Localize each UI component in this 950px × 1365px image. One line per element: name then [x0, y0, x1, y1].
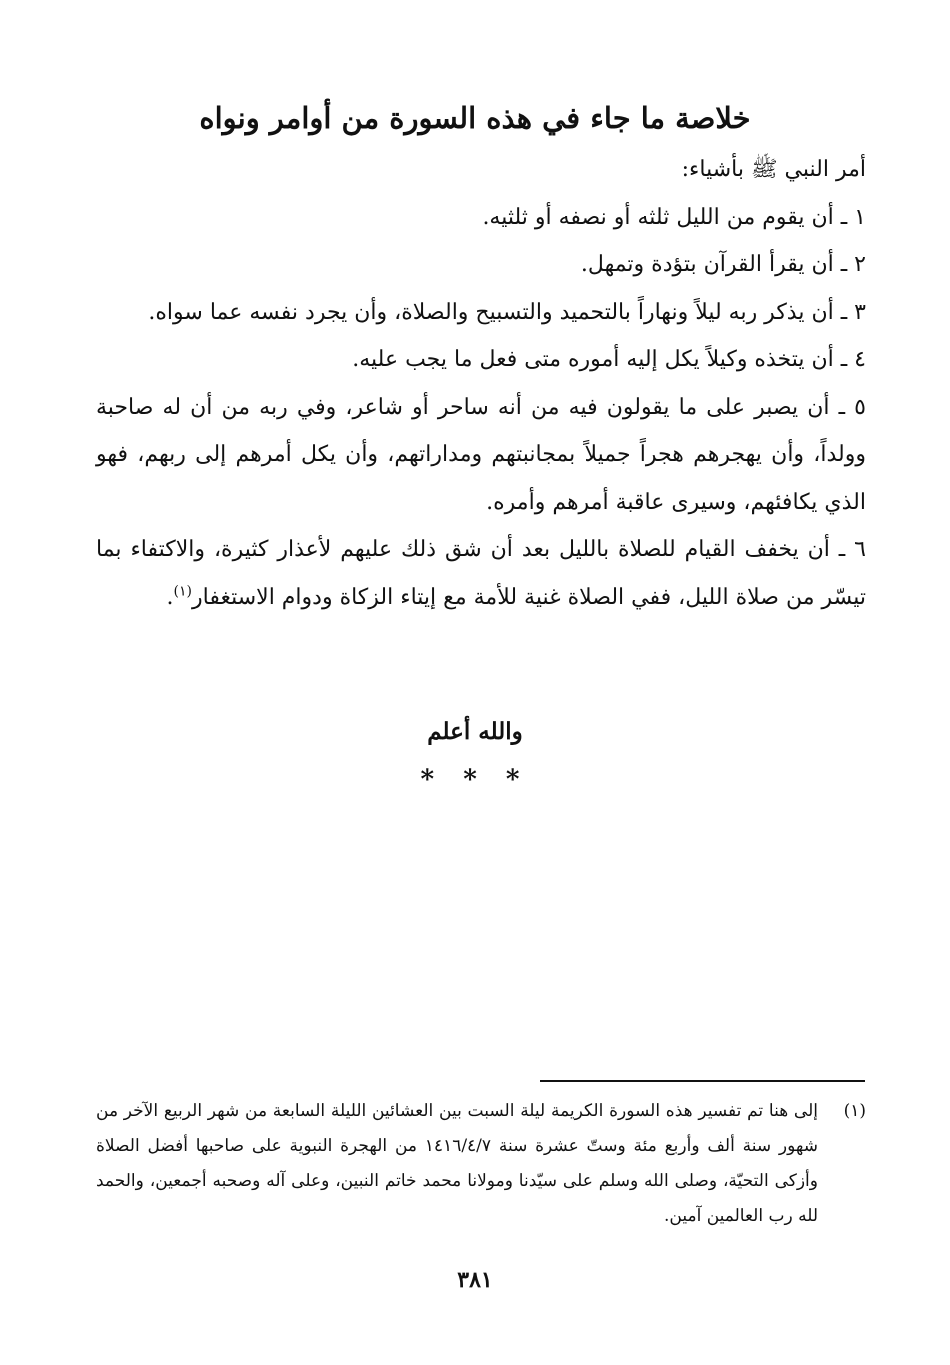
footnote-divider: [540, 1080, 865, 1082]
main-text: [96, 146, 866, 621]
section-separator: * * *: [420, 765, 530, 795]
footnote-number: (١): [843, 1101, 866, 1121]
list-item: ٣ ـ أن يذكر ربه ليلاً ونهاراً بالتحميد والتسبيح والصلاة، وأن يجرد نفسه عما سواه.: [148, 299, 866, 325]
page-title: خلاصة ما جاء في هذه السورة من أوامر ونواه: [199, 101, 751, 135]
intro-line: أمر النبي ﷺ بأشياء:: [681, 157, 866, 182]
list-item: ٤ ـ أن يتخذه وكيلاً يكل إليه أموره متى فعل ما يجب عليه.: [352, 347, 866, 372]
list-item-end: .: [166, 584, 174, 610]
list-item: ١ ـ أن يقوم من الليل ثلثه أو نصفه أو ثلثيه.: [482, 204, 866, 230]
footnote-reference: (١): [173, 583, 193, 600]
closing-phrase: والله أعلم: [427, 718, 523, 745]
list-item: ٥ ـ أن يصبر على ما يقولون فيه من أنه ساحر أو شاعر، وفي ربه من أن له صاحبة وولداً، وأن يهجرهم هجراً جميلاً بمجانبتهم ومداراتهم، وأن يكل أمرهم إلى ربهم، فهو الذي يكافئهم، وسيرى عاقبة أمرهم وأمره.: [96, 394, 866, 515]
list-item: ٢ ـ أن يقرأ القرآن بتؤدة وتمهل.: [580, 252, 866, 277]
list-item-text: ٦ ـ أن يخفف القيام للصلاة بالليل بعد أن شق ذلك عليهم لأعذار كثيرة، والاكتفاء بما تيسّر من صلاة الليل، ففي الصلاة غنية للأمة مع إيتاء الزكاة ودوام الاستغفار: [96, 537, 866, 610]
page-number: ٣٨١: [457, 1267, 493, 1293]
footnote: [96, 1094, 866, 1234]
footnote-text: إلى هنا تم تفسير هذه السورة الكريمة ليلة السبت بين العشائين الليلة السابعة من شهر الربيع الآخر من شهور سنة ألف وأربع مئة وستّ عشرة سنة ١٤١٦/٤/٧ من الهجرة النبوية على صاحبها أفضل الصلاة وأزكى التحيّة، وصلى الله وسلم على سيّدنا ومولانا محمد خاتم النبين، وعلى آله وصحبه أجمعين، والحمد لله رب العالمين آمين.: [96, 1101, 818, 1226]
list-item: [96, 526, 866, 621]
